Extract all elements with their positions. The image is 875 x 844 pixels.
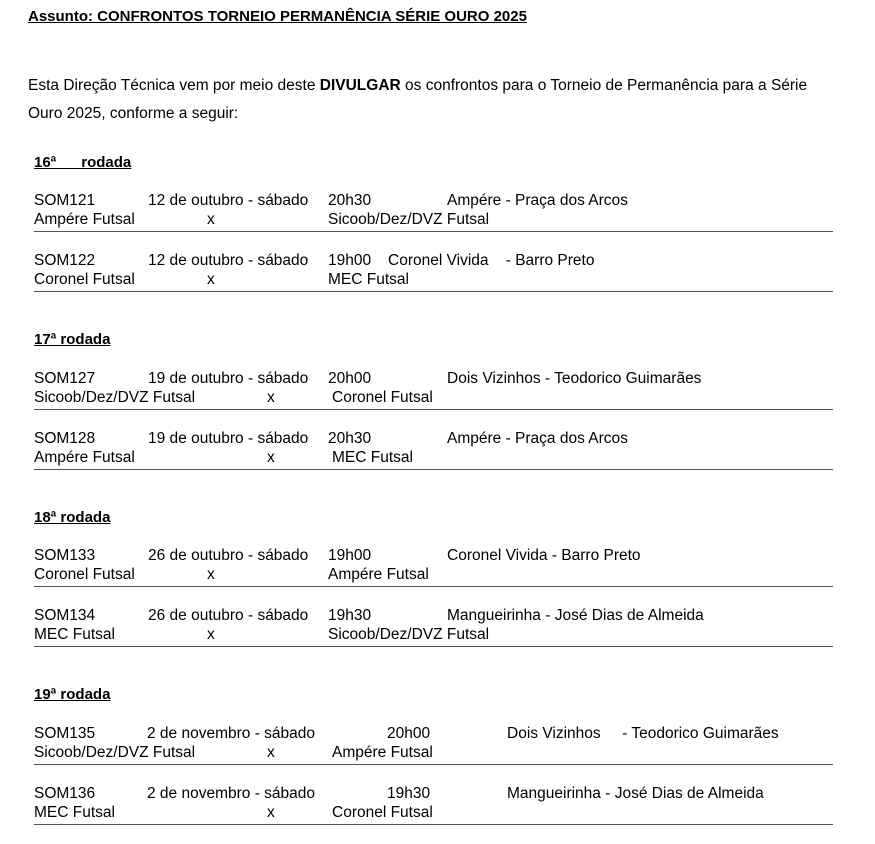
match-venue: Mangueirinha - José Dias de Almeida: [447, 607, 704, 624]
match-date: 12 de outubro - sábado: [148, 192, 309, 209]
match-away-team: Sicoob/Dez/DVZ Futsal: [328, 626, 490, 643]
round-title: 19ª rodada: [34, 686, 111, 703]
match-code: SOM135: [34, 725, 96, 742]
match-away-team: Coronel Futsal: [332, 389, 433, 406]
match-code: SOM133: [34, 547, 96, 564]
match-date: 2 de novembro - sábado: [147, 725, 316, 742]
match-venue: Dois Vizinhos - Teodorico Guimarães: [447, 370, 702, 387]
match-away-team: Coronel Futsal: [332, 804, 433, 821]
match-date: 12 de outubro - sábado: [148, 252, 309, 269]
match-date: 26 de outubro - sábado: [148, 547, 309, 564]
match-venue: Mangueirinha - José Dias de Almeida: [507, 785, 764, 802]
match-row: [34, 606, 833, 647]
round-title: 16ª rodada: [34, 154, 132, 171]
match-away-team: MEC Futsal: [328, 271, 409, 288]
match-row: [34, 724, 833, 765]
match-versus: x: [267, 389, 275, 406]
document-subject: Assunto: CONFRONTOS TORNEIO PERMANÊNCIA SÉRIE OURO 2025: [28, 8, 527, 25]
intro-paragraph: [28, 72, 838, 128]
match-time: 20h00: [387, 725, 431, 742]
round-title: 18ª rodada: [34, 509, 111, 526]
match-time: 20h30: [328, 192, 372, 209]
match-code: SOM136: [34, 785, 96, 802]
intro-text-strong: DIVULGAR: [319, 77, 401, 94]
match-away-team: Sicoob/Dez/DVZ Futsal: [328, 211, 490, 228]
match-row: [34, 429, 833, 470]
match-home-team: MEC Futsal: [34, 804, 115, 821]
match-versus: x: [267, 804, 275, 821]
match-venue: Ampére - Praça dos Arcos: [447, 430, 628, 447]
match-versus: x: [207, 566, 215, 583]
match-home-team: Sicoob/Dez/DVZ Futsal: [34, 389, 196, 406]
match-venue: Dois Vizinhos - Teodorico Guimarães: [507, 725, 779, 742]
match-home-team: Coronel Futsal: [34, 566, 135, 583]
match-date: 19 de outubro - sábado: [148, 370, 309, 387]
match-versus: x: [207, 211, 215, 228]
match-row: [34, 784, 833, 825]
match-home-team: Ampére Futsal: [34, 211, 135, 228]
match-versus: x: [207, 626, 215, 643]
match-code: SOM127: [34, 370, 96, 387]
match-venue: Coronel Vivida - Barro Preto: [447, 547, 641, 564]
match-venue: Ampére - Praça dos Arcos: [447, 192, 628, 209]
match-away-team: Ampére Futsal: [332, 744, 433, 761]
match-row: [34, 369, 833, 410]
match-versus: x: [267, 744, 275, 761]
match-home-team: MEC Futsal: [34, 626, 115, 643]
match-time: 19h30: [387, 785, 431, 802]
match-venue: Coronel Vivida - Barro Preto: [388, 252, 595, 269]
match-date: 2 de novembro - sábado: [147, 785, 316, 802]
match-code: SOM134: [34, 607, 96, 624]
match-time: 19h30: [328, 607, 372, 624]
match-time: 20h00: [328, 370, 372, 387]
match-row: [34, 191, 833, 232]
match-time: 19h00: [328, 252, 372, 269]
match-away-team: MEC Futsal: [332, 449, 413, 466]
match-row: [34, 251, 833, 292]
intro-text-before: Esta Direção Técnica vem por meio deste: [28, 77, 320, 94]
match-home-team: Ampére Futsal: [34, 449, 135, 466]
match-versus: x: [207, 271, 215, 288]
round-title: 17ª rodada: [34, 331, 111, 348]
match-code: SOM122: [34, 252, 96, 269]
match-code: SOM128: [34, 430, 96, 447]
match-date: 19 de outubro - sábado: [148, 430, 309, 447]
match-versus: x: [267, 449, 275, 466]
match-time: 19h00: [328, 547, 372, 564]
match-date: 26 de outubro - sábado: [148, 607, 309, 624]
match-row: [34, 546, 833, 587]
match-home-team: Sicoob/Dez/DVZ Futsal: [34, 744, 196, 761]
intro-text-after: os confrontos para o Torneio de Permanência para a Série Ouro 2025, conforme a seguir:: [28, 77, 808, 122]
match-home-team: Coronel Futsal: [34, 271, 135, 288]
match-code: SOM121: [34, 192, 96, 209]
match-time: 20h30: [328, 430, 372, 447]
match-away-team: Ampére Futsal: [328, 566, 429, 583]
